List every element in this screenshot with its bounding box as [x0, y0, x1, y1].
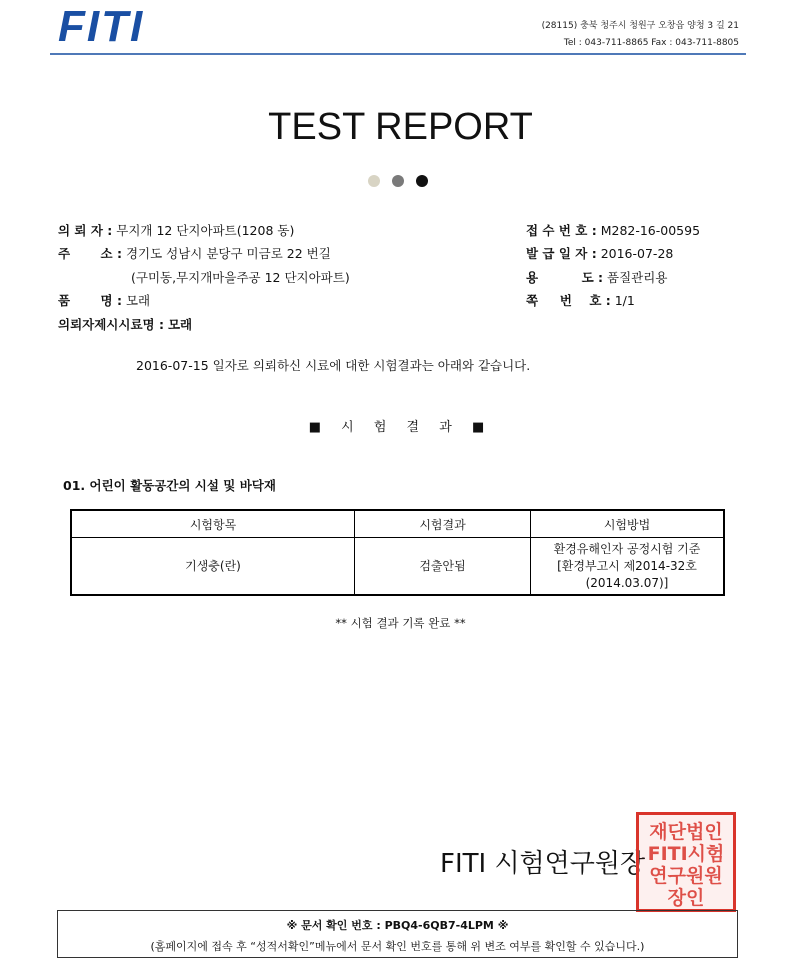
dot-mid — [392, 175, 404, 187]
dot-dark — [416, 175, 428, 187]
item-value: 모래 — [125, 293, 151, 308]
receipt-row — [526, 221, 700, 239]
item-row — [58, 291, 150, 309]
signature: FITI 시험연구원장 — [440, 849, 646, 879]
receipt-value: M282-16-00595 — [600, 223, 701, 238]
client-row — [58, 221, 294, 239]
header-divider — [50, 53, 746, 55]
address-line: (28115) 충북 청주시 청원구 오창읍 양청 3 길 21 — [541, 21, 739, 31]
contact-line: Tel : 043-711-8865 Fax : 043-711-8805 — [563, 38, 739, 48]
end-note: ** 시험 결과 기록 완료 ** — [335, 616, 466, 630]
address-value: 경기도 성남시 분당구 미금로 22 번길 — [125, 246, 331, 261]
item-label: 품 명 : — [58, 293, 122, 308]
header-result: 시험결과 — [355, 510, 531, 538]
seal-text: 재단법인FITI시험연구원원장인 — [647, 821, 725, 909]
header-address — [542, 18, 739, 52]
report-title: TEST REPORT — [268, 106, 533, 148]
purpose-value: 품질관리용 — [607, 270, 668, 285]
dot-light — [368, 175, 380, 187]
result-table — [70, 509, 725, 596]
cell-method — [531, 538, 725, 596]
page-label: 쪽 번 호 : — [526, 293, 611, 308]
intro-text: 2016-07-15 일자로 의뢰하신 시료에 대한 시험결과는 아래와 같습니다. — [136, 358, 531, 373]
sample-label: 의뢰자제시시료명 : — [58, 317, 164, 332]
page-value: 1/1 — [614, 293, 635, 308]
page-row — [526, 291, 635, 309]
fiti-logo: FITI — [58, 2, 145, 51]
verification-number: ※ 문서 확인 번호 : PBQ4-6QB7-4LPM ※ — [286, 919, 509, 932]
table-header-row — [71, 510, 724, 538]
method-line-2: [환경부고시 제2014-32호 — [557, 558, 697, 573]
client-label: 의 뢰 자 : — [58, 223, 113, 238]
header-method: 시험방법 — [531, 510, 725, 538]
sample-row — [58, 315, 192, 333]
result-heading: ■ 시 험 결 과 ■ — [308, 420, 493, 435]
issue-row — [526, 244, 673, 262]
verification-box — [57, 910, 738, 958]
table-row — [71, 538, 724, 596]
header-item: 시험항목 — [71, 510, 355, 538]
purpose-row — [526, 268, 667, 286]
verification-note: (홈페이지에 접속 후 “성적서확인”메뉴에서 문서 확인 번호를 통해 위 변조 여부를 확인할 수 있습니다.) — [150, 940, 645, 953]
address-row-2 — [131, 268, 350, 286]
sample-value: 모래 — [167, 317, 193, 332]
cell-result: 검출안됨 — [355, 538, 531, 596]
issue-label: 발 급 일 자 : — [526, 246, 597, 261]
method-line-1: 환경유해인자 공정시험 기준 — [553, 541, 701, 556]
receipt-label: 접 수 번 호 : — [526, 223, 597, 238]
purpose-label: 용 도 : — [526, 270, 604, 285]
address-row — [58, 244, 331, 262]
official-seal — [636, 812, 736, 912]
issue-value: 2016-07-28 — [600, 246, 674, 261]
address-value-2: (구미동,무지개마을주공 12 단지아파트) — [131, 270, 350, 285]
method-line-3: (2014.03.07)] — [585, 575, 669, 590]
cell-item: 기생충(란) — [71, 538, 355, 596]
address-label: 주 소 : — [58, 246, 122, 261]
client-value: 무지개 12 단지아파트(1208 동) — [116, 223, 295, 238]
section-title: 01. 어린이 활동공간의 시설 및 바닥재 — [63, 478, 276, 493]
